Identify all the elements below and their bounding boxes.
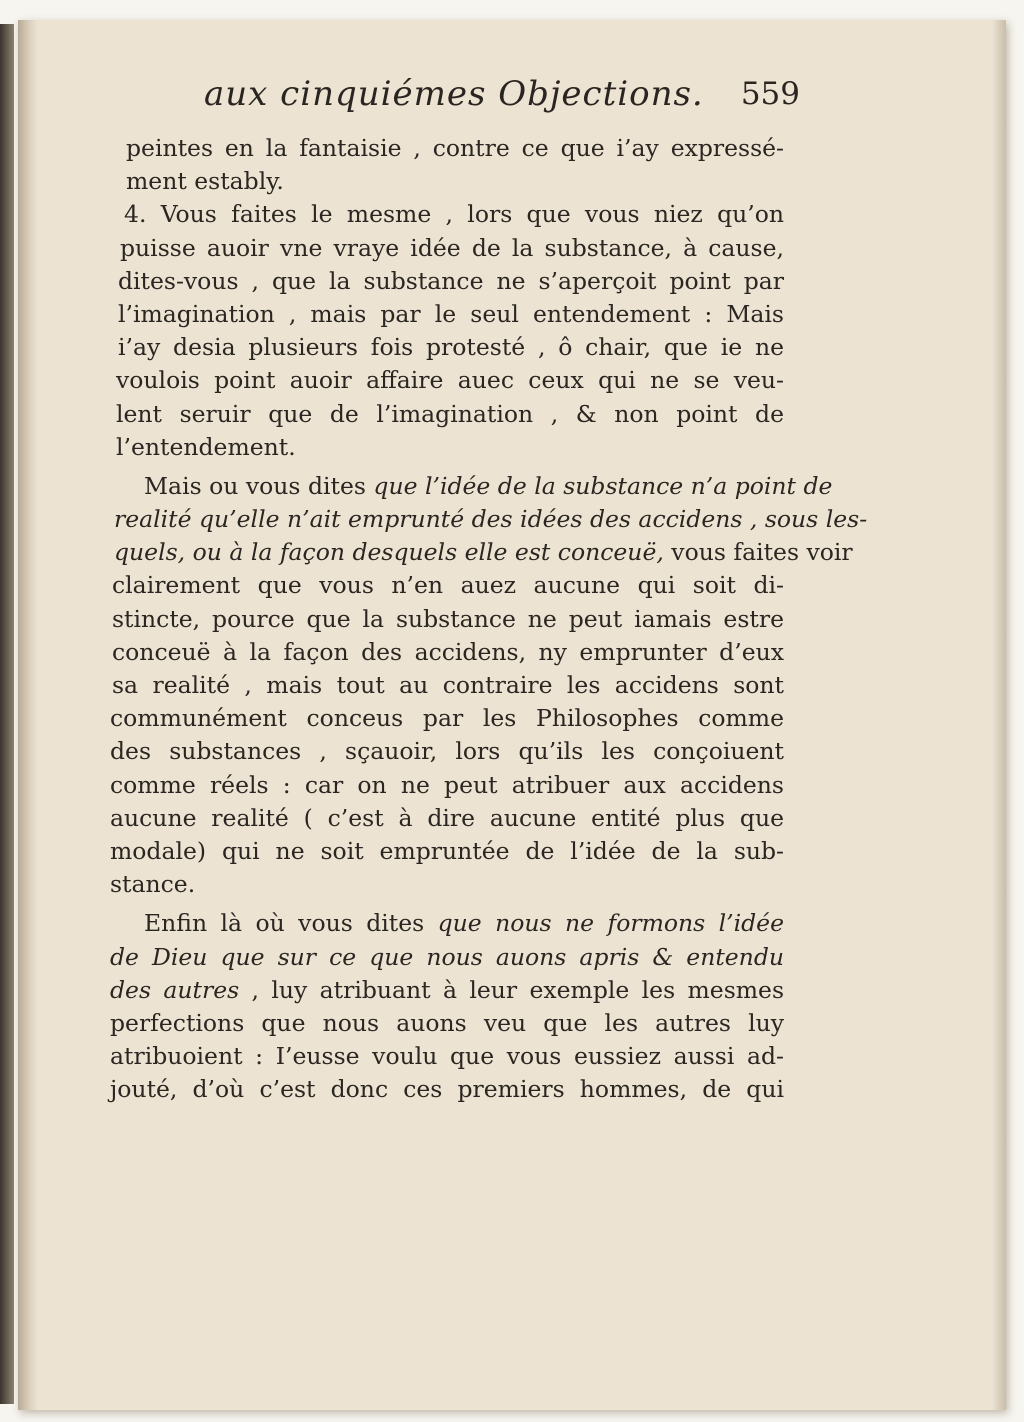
text-line: i’ay desia plusieurs fois protesté , ô chair, que ie ne [118,333,784,362]
text-line: modale) qui ne soit empruntée de l’idée de la sub- [110,836,784,865]
text-line: conceuë à la façon des accidens, ny emprunter d’eux [112,637,784,666]
text-line: stincte, pource que la substance ne peut iamais estre [112,604,784,633]
text-line [110,907,784,940]
text-line: jouté, d’où c’est donc ces premiers hommes, de qui [110,1075,784,1104]
text-line: voulois point auoir affaire auec ceux qui ne se veu- [116,366,784,395]
roman-text-run: Mais ou vous dites [144,471,374,500]
text-line [110,470,833,503]
binding-spine [0,24,14,1404]
running-title: aux cinquiémes Objections. [204,74,704,114]
text-line [110,974,784,1007]
text-line: 4. Vous faites le mesme , lors que vous niez qu’on [124,200,784,229]
text-line: l’entendement. [116,432,296,461]
text-line: realité qu’elle n’ait emprunté des idées des accidens , sous les- [114,505,868,534]
page-header [200,70,800,120]
italic-text-run: des autres [110,975,240,1004]
text-line: dites-vous , que la substance ne s’aperçoit point par [118,266,784,295]
text-line: aucune realité ( c’est à dire aucune entité plus que [110,803,784,832]
text-line: comme réels : car on ne peut atribuer aux accidens [110,770,784,799]
text-line: stance. [110,870,196,899]
italic-text-run: quels, ou à la façon desquels elle est conceuë, [114,538,664,567]
text-line: sa realité , mais tout au contraire les accidens sont [112,671,784,699]
italic-text-run: que l’idée de la substance n’a point de [373,471,833,500]
roman-text-run: , luy atribuant à leur exemple les mesmes [239,975,785,1004]
text-line: puisse auoir vne vraye idée de la substance, à cause, [120,233,784,262]
page-edge-shadow [992,20,1006,1410]
text-line: clairement que vous n’en auez aucune qui soit di- [112,571,784,600]
text-line [110,536,853,569]
text-line: communément conceus par les Philosophes comme [110,704,784,733]
text-line: peintes en la fantaisie , contre ce que i’ay expressé- [126,134,784,162]
roman-text-run: Enfin là où vous dites [144,909,438,938]
text-line: de Dieu que sur ce que nous auons apris & entendu [110,942,784,971]
text-line: lent seruir que de l’imagination , & non point de [116,399,784,428]
text-line: ment estably. [126,167,284,196]
page-number: 559 [740,76,800,112]
page-gutter-shadow [18,20,38,1410]
text-line: perfections que nous auons veu que les autres luy [110,1008,784,1037]
text-line: l’imagination , mais par le seul entendement : Mais [118,299,784,328]
text-line: des substances , sçauoir, lors qu’ils les conçoiuent [110,737,784,766]
italic-text-run: que nous ne formons l’idée [437,909,784,938]
roman-text-run: vous faites voir [663,538,853,567]
body-text [110,132,868,1106]
text-line: atribuoient : I’eusse voulu que vous eussiez aussi ad- [110,1042,784,1071]
